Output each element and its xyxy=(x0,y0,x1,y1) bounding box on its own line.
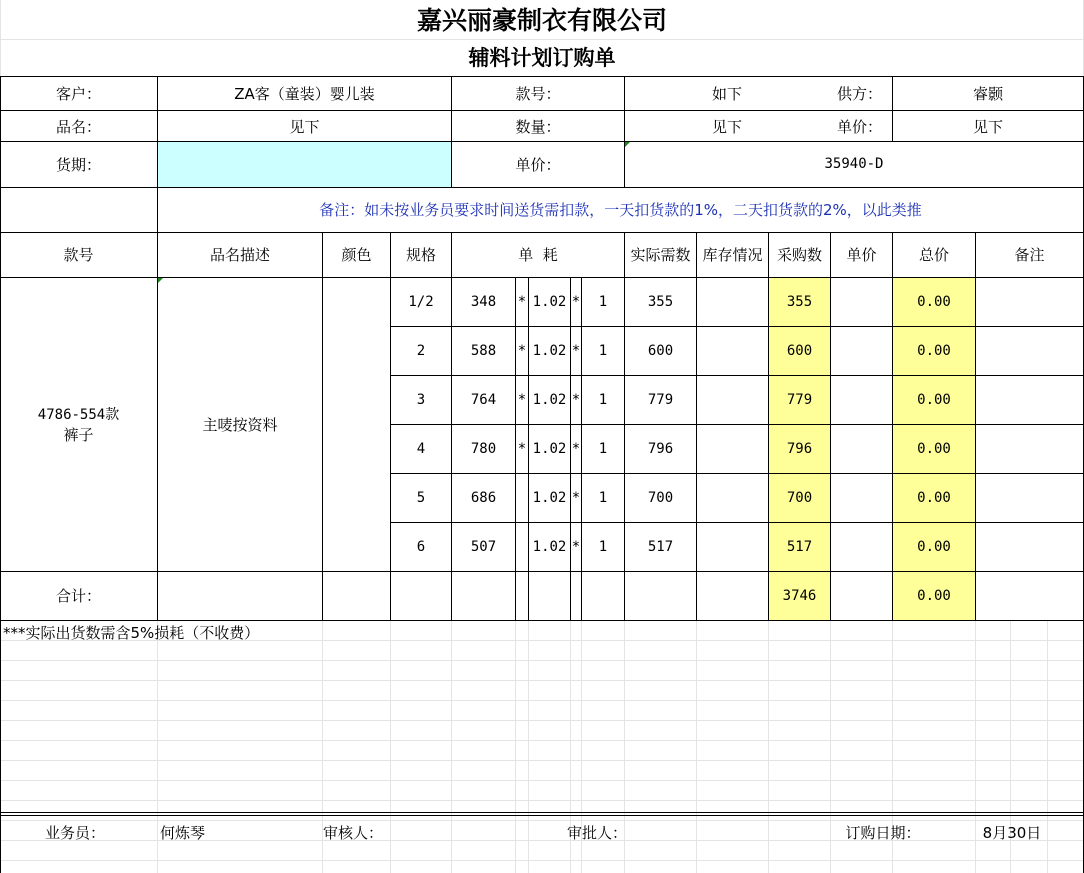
order-price-label: 单价： xyxy=(515,155,561,174)
approver-label: 审批人： xyxy=(566,824,627,842)
quantity-value[interactable]: 见下 xyxy=(711,117,742,136)
delivery-value[interactable] xyxy=(158,142,451,187)
supplier-value[interactable]: 睿颢 xyxy=(972,84,1003,103)
col-header-stock: 库存情况 xyxy=(702,246,763,264)
row-multiplier[interactable]: 1 xyxy=(598,539,608,556)
row-size[interactable]: 6 xyxy=(416,539,426,556)
delivery-label: 货期： xyxy=(55,155,101,174)
delivery-penalty-note: 备注：如未按业务员要求时间送货需扣款，一天扣货款的1%，二天扣货款的2%，以此类推 xyxy=(319,201,922,219)
gridline xyxy=(768,621,769,873)
col-header-description: 品名描述 xyxy=(209,246,270,264)
gridline xyxy=(0,760,1084,761)
row-multiply-sign[interactable]: * xyxy=(517,441,527,458)
row-actual-need[interactable]: 355 xyxy=(647,294,674,311)
loss-footnote: ***实际出货数需含5%损耗（不收费） xyxy=(3,624,260,642)
customer-value[interactable]: ZA客（童装）婴儿装 xyxy=(234,84,375,103)
item-description[interactable]: 主唛按资料 xyxy=(202,415,278,434)
row-loss-factor[interactable]: 1.02 xyxy=(532,294,567,311)
quantity-label: 数量： xyxy=(515,117,561,136)
order-date-value[interactable]: 8月30日 xyxy=(982,824,1042,842)
row-total-price[interactable]: 0.00 xyxy=(917,539,951,556)
totals-purchase-qty: 3746 xyxy=(782,587,817,604)
row-purchase-qty[interactable]: 700 xyxy=(786,490,813,507)
unit-price-label: 单价： xyxy=(837,117,883,136)
row-total-price[interactable]: 0.00 xyxy=(917,490,951,507)
row-actual-need[interactable]: 517 xyxy=(647,539,674,556)
row-order-qty[interactable]: 507 xyxy=(470,539,497,556)
row-total-price[interactable]: 0.00 xyxy=(917,343,951,360)
row-multiplier[interactable]: 1 xyxy=(598,441,608,458)
customer-label: 客户： xyxy=(55,84,101,103)
gridline xyxy=(0,860,1084,861)
row-multiply-sign[interactable]: * xyxy=(517,294,527,311)
row-multiply-sign[interactable] xyxy=(516,523,528,572)
row-purchase-qty[interactable]: 517 xyxy=(786,539,813,556)
border-line xyxy=(975,232,976,620)
row-multiplier[interactable]: 1 xyxy=(598,294,608,311)
product-value[interactable]: 见下 xyxy=(289,117,320,136)
supplier-label: 供方： xyxy=(837,84,883,103)
row-size[interactable]: 5 xyxy=(416,490,426,507)
col-header-size: 规格 xyxy=(405,246,436,264)
row-actual-need[interactable]: 796 xyxy=(647,441,674,458)
gridline xyxy=(0,720,1084,721)
item-style-cell[interactable] xyxy=(0,278,157,571)
border-line xyxy=(0,812,1084,813)
col-header-unit-price: 单价 xyxy=(846,246,877,264)
row-total-price[interactable]: 0.00 xyxy=(917,294,951,311)
gridline xyxy=(0,660,1084,661)
row-size[interactable]: 4 xyxy=(416,441,426,458)
unit-price-value[interactable]: 见下 xyxy=(972,117,1003,136)
gridline xyxy=(0,740,1084,741)
order-price-value[interactable]: 35940-D xyxy=(824,156,884,173)
gridline xyxy=(451,621,452,873)
gridline xyxy=(696,621,697,873)
row-loss-factor[interactable]: 1.02 xyxy=(532,441,567,458)
gridline xyxy=(0,680,1084,681)
row-multiply-sign[interactable]: * xyxy=(517,392,527,409)
gridline xyxy=(528,621,529,873)
row-loss-factor[interactable]: 1.02 xyxy=(532,539,567,556)
document-title: 辅料计划订购单 xyxy=(468,46,616,71)
order-date-label: 订购日期： xyxy=(845,824,921,842)
gridline xyxy=(0,700,1084,701)
row-order-qty[interactable]: 780 xyxy=(470,441,497,458)
row-multiply-sign[interactable]: * xyxy=(571,294,581,311)
totals-total-price: 0.00 xyxy=(917,587,951,604)
row-actual-need[interactable]: 700 xyxy=(647,490,674,507)
col-header-consumption: 单 耗 xyxy=(518,246,558,264)
row-multiply-sign[interactable]: * xyxy=(571,392,581,409)
salesman-label: 业务员： xyxy=(44,824,105,842)
col-header-style: 款号 xyxy=(63,246,94,264)
row-total-price[interactable]: 0.00 xyxy=(917,392,951,409)
row-multiplier[interactable]: 1 xyxy=(598,392,608,409)
row-total-price[interactable]: 0.00 xyxy=(917,441,951,458)
border-line xyxy=(322,232,323,620)
row-multiplier[interactable]: 1 xyxy=(598,490,608,507)
row-purchase-qty[interactable]: 600 xyxy=(786,343,813,360)
row-multiply-sign[interactable]: * xyxy=(571,490,581,507)
row-size[interactable]: 2 xyxy=(416,343,426,360)
gridline xyxy=(515,621,516,873)
row-loss-factor[interactable]: 1.02 xyxy=(532,392,567,409)
row-order-qty[interactable]: 686 xyxy=(470,490,497,507)
item-style-number: 4786-554款 xyxy=(37,407,120,423)
row-multiplier[interactable]: 1 xyxy=(598,343,608,360)
row-multiply-sign[interactable]: * xyxy=(517,343,527,360)
reviewer-label: 审核人： xyxy=(322,824,383,842)
item-style-name: 裤子 xyxy=(63,426,94,444)
border-line xyxy=(696,232,697,620)
col-header-color: 颜色 xyxy=(341,246,372,264)
row-size[interactable]: 1/2 xyxy=(408,294,434,311)
row-multiply-sign[interactable]: * xyxy=(571,441,581,458)
style-no-label: 款号： xyxy=(515,84,561,103)
company-name: 嘉兴丽豪制衣有限公司 xyxy=(416,6,667,35)
row-multiply-sign[interactable]: * xyxy=(571,343,581,360)
row-order-qty[interactable]: 348 xyxy=(470,294,497,311)
col-header-remark: 备注 xyxy=(1014,246,1045,264)
row-purchase-qty[interactable]: 796 xyxy=(786,441,813,458)
product-label: 品名： xyxy=(55,117,101,136)
col-header-purchase-qty: 采购数 xyxy=(776,246,822,264)
row-purchase-qty[interactable]: 779 xyxy=(786,392,813,409)
totals-label: 合计： xyxy=(55,587,101,605)
gridline xyxy=(0,800,1084,801)
style-no-value[interactable]: 如下 xyxy=(711,84,742,103)
row-size[interactable]: 3 xyxy=(416,392,426,409)
row-purchase-qty[interactable]: 355 xyxy=(786,294,813,311)
row-loss-factor[interactable]: 1.02 xyxy=(532,343,567,360)
row-actual-need[interactable]: 779 xyxy=(647,392,674,409)
row-multiply-sign[interactable] xyxy=(516,474,528,523)
col-header-total: 总价 xyxy=(918,246,949,264)
gridline xyxy=(390,621,391,873)
row-order-qty[interactable]: 588 xyxy=(470,343,497,360)
gridline xyxy=(830,621,831,873)
gridline xyxy=(0,780,1084,781)
col-header-actual-need: 实际需数 xyxy=(630,246,691,264)
border-line xyxy=(830,232,831,620)
row-actual-need[interactable]: 600 xyxy=(647,343,674,360)
row-loss-factor[interactable]: 1.02 xyxy=(532,490,567,507)
row-order-qty[interactable]: 764 xyxy=(470,392,497,409)
salesman-value[interactable]: 何炼琴 xyxy=(160,824,206,842)
row-multiply-sign[interactable]: * xyxy=(571,539,581,556)
